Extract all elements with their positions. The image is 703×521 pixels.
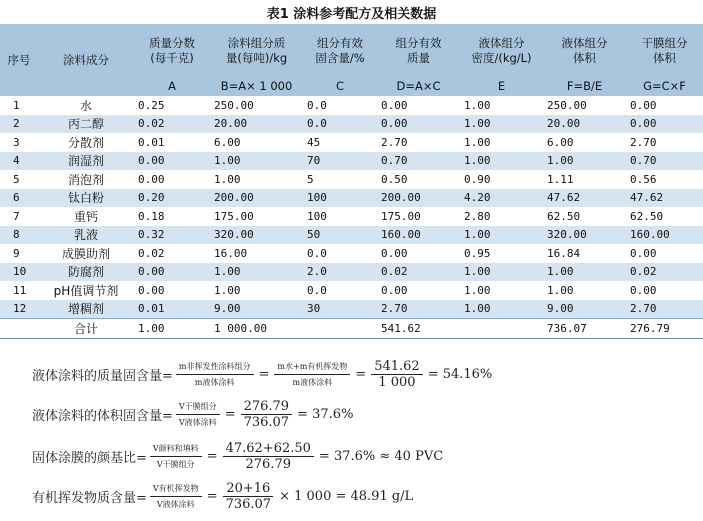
cell-value: 2.70 <box>377 300 460 319</box>
cell-value: 0.70 <box>626 152 703 171</box>
cell-value: 0.32 <box>134 226 210 245</box>
table-row <box>0 207 703 226</box>
cell-component: 增稠剂 <box>38 300 134 319</box>
cell-index: 3 <box>13 135 20 149</box>
cell-value: 0.02 <box>626 263 703 282</box>
cell-value: 2.70 <box>626 300 703 319</box>
cell-value: 0.00 <box>630 98 657 112</box>
formula-section <box>0 353 703 521</box>
table-row <box>0 263 703 282</box>
cell-value: 1 000.00 <box>210 319 303 339</box>
cell-value: 6.00 <box>214 135 241 149</box>
cell-component: 合计 <box>38 319 134 339</box>
cell-value: 2.0 <box>303 263 377 282</box>
formula-table <box>0 24 703 339</box>
cell-value: 0.00 <box>377 115 460 134</box>
header-formula: E <box>460 77 543 96</box>
cell-value: 2.70 <box>381 135 408 149</box>
table-row <box>0 170 703 189</box>
cell-index: 10 <box>0 263 38 282</box>
cell-index: 12 <box>0 300 38 319</box>
numerator: V颜料和填料 <box>150 441 202 457</box>
formula-result: = 37.6% ≈ 40 PVC <box>318 449 444 464</box>
numerator: 20+16 <box>223 481 273 497</box>
formula-label: 液体涂料的质量固含量= <box>32 369 173 384</box>
numerator: m非挥发性涂料组分 <box>176 359 254 375</box>
numerator: V干膜组分 <box>176 399 220 415</box>
cell-index: 9 <box>13 246 20 260</box>
cell-value: 62.50 <box>547 209 581 223</box>
cell-value: 1.00 <box>460 152 543 171</box>
cell-value: 175.00 <box>214 209 254 223</box>
cell-value: 0.90 <box>464 172 491 186</box>
cell-value: 320.00 <box>210 226 303 245</box>
cell-value: 0.00 <box>381 246 408 260</box>
cell-value: 1.00 <box>214 172 241 186</box>
denominator: V干膜组分 <box>156 460 195 469</box>
cell-value: 541.62 <box>377 319 460 339</box>
cell-value: 2.70 <box>630 135 657 149</box>
table-row <box>0 133 703 152</box>
cell-value: 1.00 <box>214 283 241 297</box>
cell-value: 320.00 <box>543 226 626 245</box>
cell-index: 2 <box>0 115 38 134</box>
cell-value: 0.00 <box>381 98 408 112</box>
cell-value: 0.00 <box>134 263 210 282</box>
denominator: 736.07 <box>225 497 272 512</box>
cell-value: 0.00 <box>630 283 657 297</box>
cell-value: 250.00 <box>214 98 254 112</box>
cell-value: 0.02 <box>134 115 210 134</box>
cell-component: 钛白粉 <box>38 189 134 208</box>
formula-result: × 1 000 = 48.91 g/L <box>279 489 414 504</box>
cell-value: 0.02 <box>138 246 165 260</box>
cell-index: 7 <box>13 209 20 223</box>
cell-value: 1.00 <box>464 283 491 297</box>
formula-voc: 有机挥发物质含量= $\frac{\text{V有机挥发物}}{\text{V液体涂料}}$ = $\frac{20+16}{736.07}$ × 1 000 = 48.91 g/L <box>32 481 414 512</box>
formula-result: = 54.16% <box>427 367 493 382</box>
cell-value <box>460 319 543 339</box>
formula-pigment-binder: 固体涂膜的颜基比= $\frac{\text{V颜料和填料}}{\text{V干膜组分}}$ = $\frac{47.62+62.50}{276.79}$ = 37.6% ≈ 40 PVC <box>32 441 444 472</box>
cell-value: 160.00 <box>377 226 460 245</box>
header-formula: D=A×C <box>377 77 460 96</box>
cell-value: 0.56 <box>630 172 657 186</box>
cell-index: 5 <box>13 172 20 186</box>
cell-value: 200.00 <box>377 189 460 208</box>
cell-value: 9.00 <box>210 300 303 319</box>
table-title: 表1 涂料参考配方及相关数据 <box>266 7 437 22</box>
header-formula: F=B/E <box>543 77 626 96</box>
cell-value: 16.84 <box>547 246 581 260</box>
cell-value: 1.00 <box>464 98 491 112</box>
denominator: 736.07 <box>243 415 290 430</box>
cell-value: 0.0 <box>307 98 327 112</box>
cell-value: 70 <box>303 152 377 171</box>
formula-volume-solids: 液体涂料的体积固含量= $\frac{\text{V干膜组分}}{\text{V液体涂料}}$ = $\frac{276.79}{736.07}$ = 37.6% <box>32 399 354 430</box>
cell-value: 736.07 <box>543 319 626 339</box>
table-row <box>0 96 703 115</box>
denominator: m液体涂料 <box>292 378 333 387</box>
cell-value <box>303 319 377 339</box>
table-total-row <box>0 319 703 339</box>
numerator: m水+m有机挥发物 <box>274 359 350 375</box>
denominator: V液体涂料 <box>156 500 195 509</box>
cell-value: 1.00 <box>543 152 626 171</box>
cell-value: 4.20 <box>460 189 543 208</box>
cell-value: 0.00 <box>630 246 657 260</box>
cell-value: 62.50 <box>630 209 664 223</box>
cell-component: 重钙 <box>73 209 98 224</box>
cell-value: 1.00 <box>543 263 626 282</box>
cell-value: 200.00 <box>210 189 303 208</box>
formula-label: 液体涂料的体积固含量= <box>32 409 173 424</box>
cell-value: 1.00 <box>464 135 491 149</box>
cell-value: 1.00 <box>460 263 543 282</box>
cell-value: 1.00 <box>547 283 574 297</box>
cell-component: 消泡剂 <box>67 172 104 187</box>
cell-value: 9.00 <box>543 300 626 319</box>
cell-component: 防腐剂 <box>38 263 134 282</box>
cell-value: 1.11 <box>547 172 574 186</box>
cell-value: 0.0 <box>307 283 327 297</box>
header-formula: G=C×F <box>626 77 703 96</box>
numerator: 47.62+62.50 <box>223 441 314 457</box>
cell-value: 100 <box>303 189 377 208</box>
cell-component: 乳液 <box>38 226 134 245</box>
cell-value: 1.00 <box>210 263 303 282</box>
table-row <box>0 226 703 245</box>
cell-index: 1 <box>13 98 20 112</box>
cell-value: 0.18 <box>138 209 165 223</box>
header-formula: B=A× 1 000 <box>210 77 303 96</box>
table-row <box>0 300 703 319</box>
header-col: 液体组分 密度/(kg/L) <box>460 24 543 77</box>
header-formula: A <box>134 77 210 96</box>
cell-value: 2.80 <box>464 209 491 223</box>
cell-component: pH值调节剂 <box>53 283 119 298</box>
cell-value: 0.25 <box>138 98 165 112</box>
cell-value: 175.00 <box>381 209 421 223</box>
cell-value: 160.00 <box>626 226 703 245</box>
denominator: 276.79 <box>245 457 291 472</box>
cell-index: 8 <box>0 226 38 245</box>
header-col: 组分有效 质量 <box>377 24 460 77</box>
header-col: 组分有效 固含量/% <box>303 24 377 77</box>
cell-value: 0.00 <box>134 152 210 171</box>
cell-value: 20.00 <box>543 115 626 134</box>
header-col: 干膜组分 体积 <box>626 24 703 77</box>
numerator: V有机挥发物 <box>150 481 202 497</box>
cell-index: 11 <box>13 283 27 297</box>
numerator: 541.62 <box>371 359 423 375</box>
denominator: 1 000 <box>378 375 416 390</box>
cell-value: 1.00 <box>134 319 210 339</box>
table-row <box>0 244 703 263</box>
cell-value: 47.62 <box>626 189 703 208</box>
cell-component: 润湿剂 <box>38 152 134 171</box>
cell-value: 0.00 <box>138 283 165 297</box>
cell-value: 0.0 <box>303 115 377 134</box>
cell-value: 276.79 <box>626 319 703 339</box>
header-col: 质量分数 (每千克) <box>134 24 210 77</box>
formula-result: = 37.6% <box>297 407 354 422</box>
cell-value: 1.00 <box>460 226 543 245</box>
cell-value: 1.00 <box>460 115 543 134</box>
header-col: 涂料组分质 量(每吨)/kg <box>210 24 303 77</box>
formula-mass-solids: 液体涂料的质量固含量= $\frac{\text{m非挥发性涂料组分}}{\text{m液体涂料}}$ = $\frac{\text{m水+m有机挥发物}}{\text{m液体涂料}}$ = $\frac{541.62}{1 000}$ = 54.16% <box>32 359 493 390</box>
cell-value: 16.00 <box>214 246 248 260</box>
numerator: 276.79 <box>241 399 293 415</box>
header-formula: C <box>303 77 377 96</box>
cell-value: 0.20 <box>134 189 210 208</box>
cell-value: 5 <box>307 172 314 186</box>
cell-value: 0.02 <box>377 263 460 282</box>
cell-value: 0.70 <box>377 152 460 171</box>
cell-value: 100 <box>307 209 327 223</box>
cell-value: 50 <box>303 226 377 245</box>
header-index: 序号 <box>0 24 38 96</box>
table-row <box>0 115 703 134</box>
cell-index <box>0 319 38 339</box>
cell-component: 水 <box>79 98 92 113</box>
cell-value: 20.00 <box>210 115 303 134</box>
cell-index: 6 <box>0 189 38 208</box>
cell-index: 4 <box>0 152 38 171</box>
cell-value: 0.00 <box>626 115 703 134</box>
table-row <box>0 281 703 300</box>
table-row <box>0 152 703 171</box>
denominator: m液体涂料 <box>194 378 235 387</box>
cell-value: 0.01 <box>134 300 210 319</box>
cell-value: 30 <box>303 300 377 319</box>
cell-value: 250.00 <box>547 98 587 112</box>
cell-value: 0.95 <box>464 246 491 260</box>
table-row <box>0 189 703 208</box>
formula-label: 有机挥发物质含量= <box>32 491 147 506</box>
header-col: 液体组分 体积 <box>543 24 626 77</box>
cell-value: 0.01 <box>138 135 165 149</box>
header-component: 涂料成分 <box>38 24 134 96</box>
denominator: V液体涂料 <box>178 418 217 427</box>
cell-value: 0.0 <box>307 246 327 260</box>
cell-value: 0.50 <box>381 172 408 186</box>
cell-value: 0.00 <box>138 172 165 186</box>
cell-value: 1.00 <box>210 152 303 171</box>
cell-value: 1.00 <box>460 300 543 319</box>
formula-label: 固体涂膜的颜基比= <box>32 451 147 466</box>
cell-component: 分散剂 <box>67 135 104 150</box>
cell-value: 6.00 <box>547 135 574 149</box>
cell-value: 47.62 <box>543 189 626 208</box>
cell-value: 45 <box>307 135 321 149</box>
cell-component: 丙二醇 <box>38 115 134 134</box>
cell-value: 0.00 <box>381 283 408 297</box>
cell-component: 成膜助剂 <box>61 246 110 261</box>
